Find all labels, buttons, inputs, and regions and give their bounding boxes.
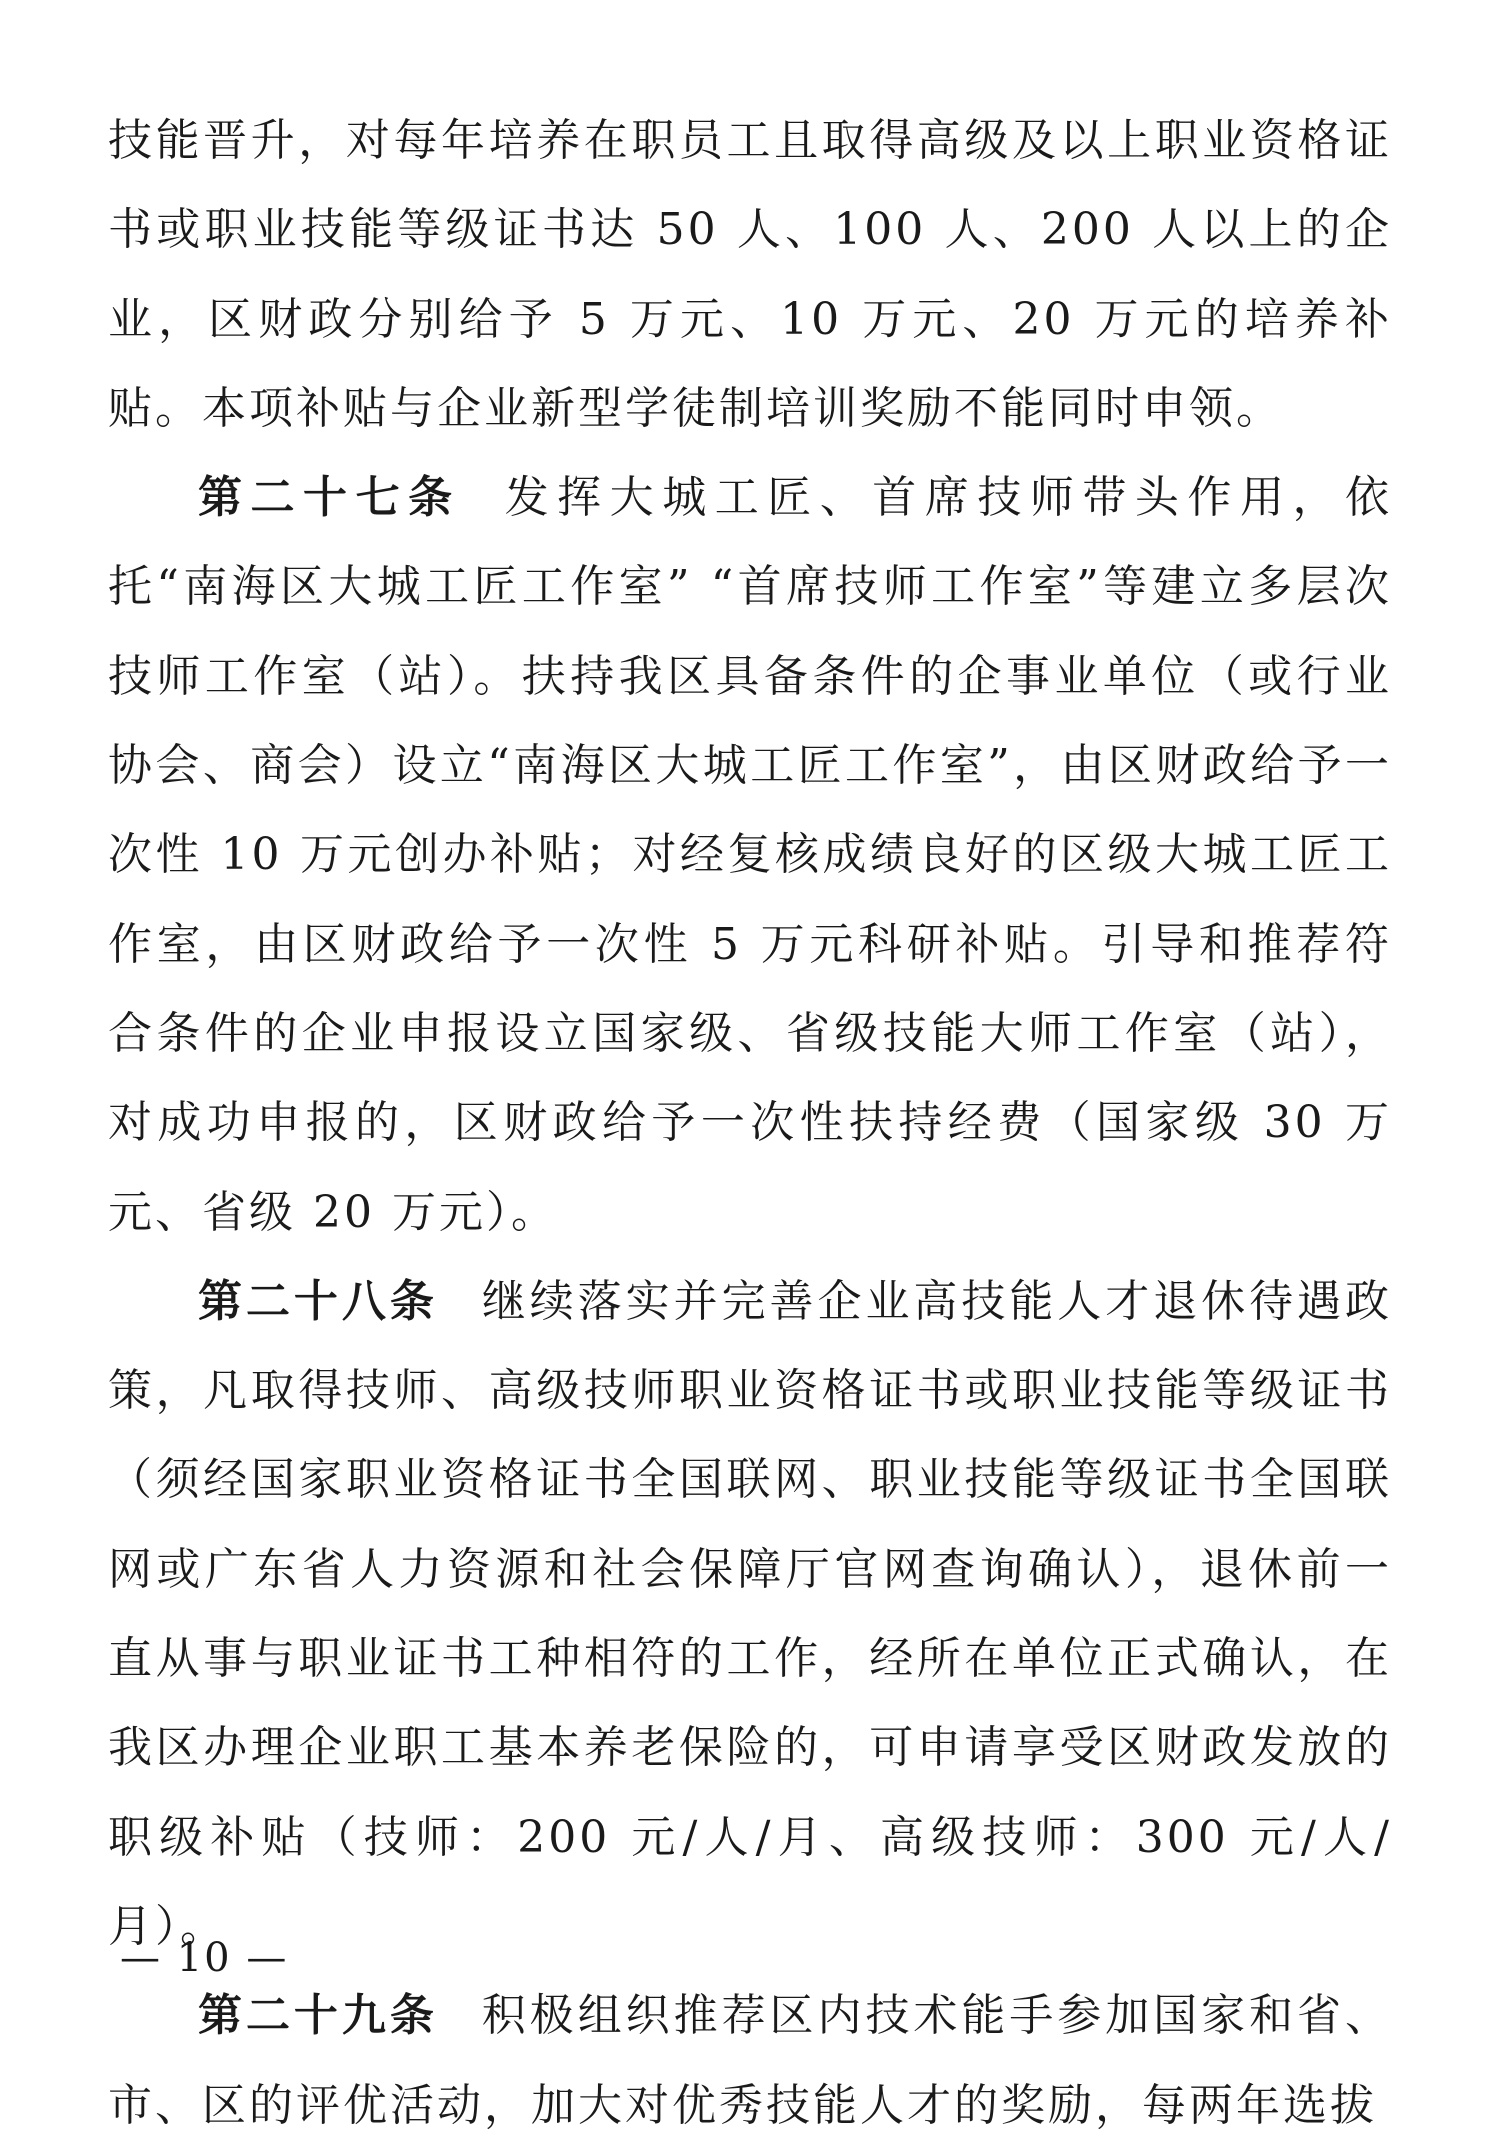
- paragraph-text: 发挥大城工匠、首席技师带头作用，依托“南海区大城工匠工作室” “首席技师工作室”等建立多层次技师工作室（站）。扶持我区具备条件的企事业单位（或行业协会、商会）设立“南海区大城工匠工作室”，由区财政给予一次性 10 万元创办补贴；对经复核成绩良好的区级大城工匠工作室，由区财政给予一次性 5 万元科研补贴。引导和推荐符合条件的企业申报设立国家级、省级技能大师工作室（站），对成功申报的，区财政给予一次性扶持经费（国家级 30 万元、省级 20 万元）。: [108, 472, 1393, 1238]
- paragraph-continuation: [108, 96, 1392, 453]
- article-27: [108, 453, 1392, 1257]
- paragraph-text: 积极组织推荐区内技术能手参加国家和省、市、区的评优活动，加大对优秀技能人才的奖励，每两年选拔: [108, 1990, 1393, 2131]
- article-title: 第二十七条: [198, 472, 461, 524]
- paragraph-text: 技能晋升，对每年培养在职员工且取得高级及以上职业资格证书或职业技能等级证书达 50 人、100 人、200 人以上的企业，区财政分别给予 5 万元、10 万元、20 万元的培养补贴。本项补贴与企业新型学徒制培训奖励不能同时申领。: [108, 115, 1392, 434]
- article-29: [108, 1971, 1392, 2150]
- paragraph-text: 继续落实并完善企业高技能人才退休待遇政策，凡取得技师、高级技师职业资格证书或职业技能等级证书（须经国家职业资格证书全国联网、职业技能等级证书全国联网或广东省人力资源和社会保障厅官网查询确认），退休前一直从事与职业证书工种相符的工作，经所在单位正式确认，在我区办理企业职工基本养老保险的，可申请享受区财政发放的职级补贴（技师：200 元/人/月、高级技师：300 元/人/月）。: [108, 1275, 1393, 1952]
- document-body: [108, 96, 1392, 2150]
- page-number: — 10 —: [120, 1935, 289, 1981]
- article-title: 第二十八条: [198, 1275, 438, 1327]
- article-title: 第二十九条: [198, 1990, 438, 2042]
- article-28: [108, 1257, 1392, 1971]
